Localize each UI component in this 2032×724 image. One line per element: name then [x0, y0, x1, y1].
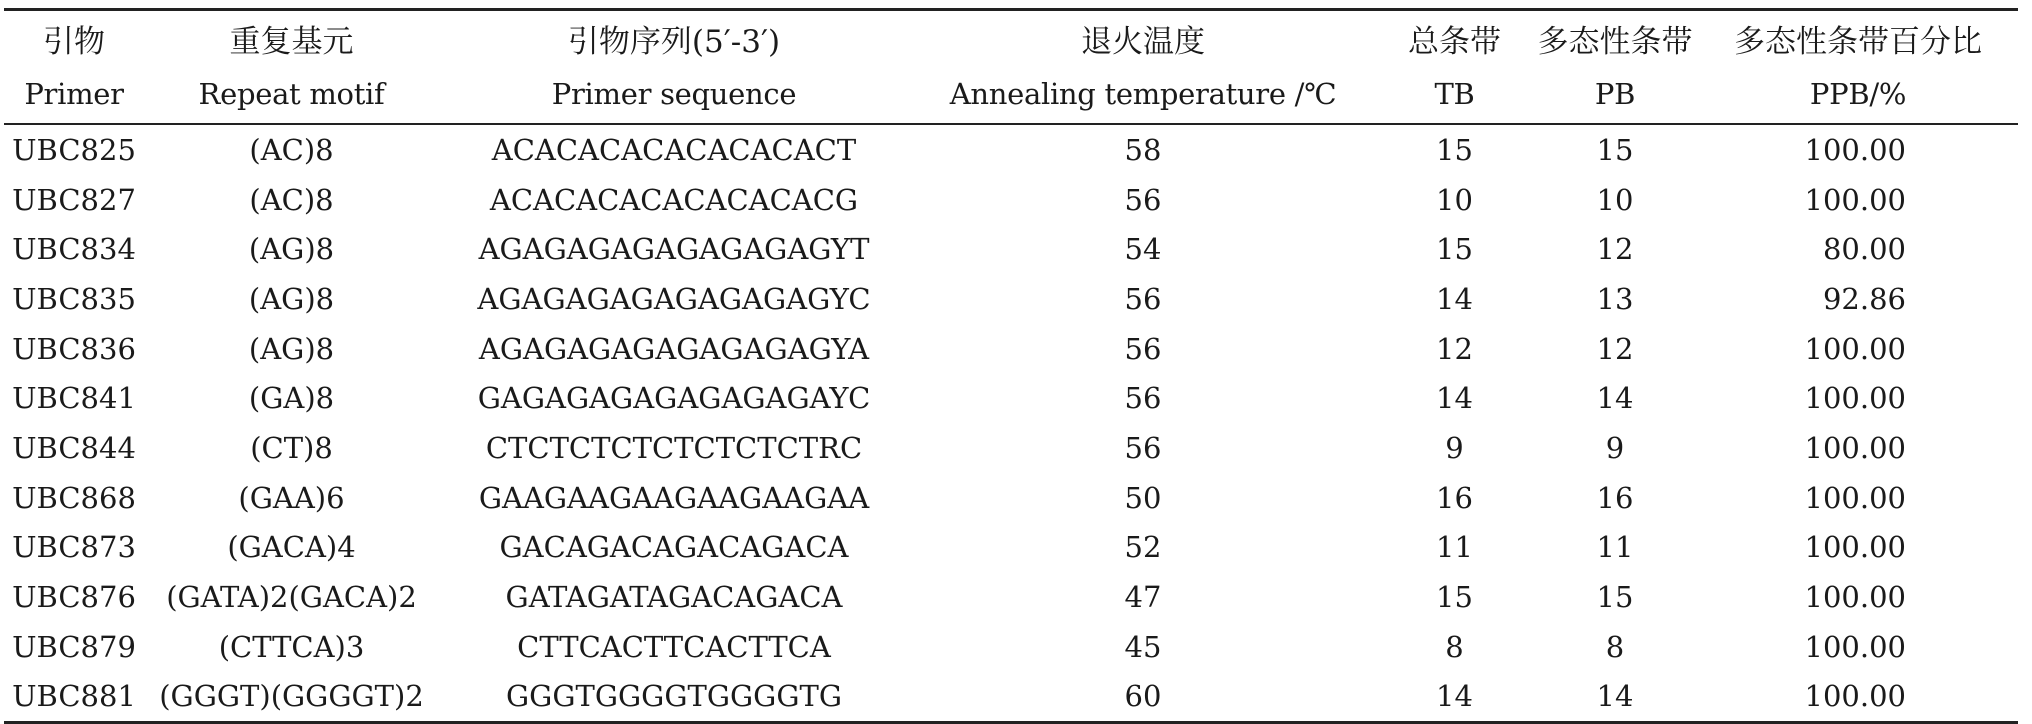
annealing-temperature-cell: 56 — [1124, 430, 1162, 465]
polymorphic-bands-cell: 12 — [1596, 331, 1634, 366]
header-sequence-en: Primer sequence — [439, 65, 909, 124]
primer-cell: UBC835 — [12, 281, 136, 316]
annealing-temperature-cell: 47 — [1124, 580, 1162, 615]
header-temperature-zh: 退火温度 — [909, 10, 1377, 66]
primer-sequence-cell: AGAGAGAGAGAGAGAGYC — [477, 281, 871, 316]
annealing-temperature-cell: 45 — [1124, 629, 1162, 664]
polymorphic-bands-cell: 14 — [1596, 381, 1634, 416]
primer-sequence-cell: AGAGAGAGAGAGAGAGYT — [478, 232, 870, 267]
ppb-percent-cell: 100.00 — [1804, 530, 1906, 565]
primer-sequence-cell: CTTCACTTCACTTCA — [517, 629, 831, 664]
header-tb-en: TB — [1377, 65, 1532, 124]
annealing-temperature-cell: 50 — [1124, 480, 1162, 515]
polymorphic-bands-cell: 15 — [1596, 580, 1634, 615]
annealing-temperature-cell: 56 — [1124, 281, 1162, 316]
header-ppb-zh: 多态性条带百分比 — [1698, 10, 2018, 66]
repeat-motif-cell: (CT)8 — [250, 430, 333, 465]
total-bands-cell: 15 — [1436, 132, 1473, 167]
total-bands-cell: 11 — [1436, 530, 1473, 565]
table-row — [4, 622, 2018, 672]
polymorphic-bands-cell: 8 — [1605, 629, 1625, 664]
table-header — [4, 10, 2018, 125]
repeat-motif-cell: (AC)8 — [249, 182, 334, 217]
ppb-percent-cell: 100.00 — [1804, 381, 1906, 416]
polymorphic-bands-cell: 13 — [1596, 281, 1634, 316]
total-bands-cell: 8 — [1445, 629, 1464, 664]
primer-cell: UBC841 — [12, 381, 136, 416]
header-tb-zh: 总条带 — [1377, 10, 1532, 66]
repeat-motif-cell: (GA)8 — [248, 381, 335, 416]
header-row-chinese — [4, 10, 2018, 66]
repeat-motif-cell: (AG)8 — [248, 232, 335, 267]
table-row — [4, 523, 2018, 573]
annealing-temperature-cell: 56 — [1124, 331, 1162, 366]
header-sequence-zh: 引物序列(5′-3′) — [439, 10, 909, 66]
table-row — [4, 672, 2018, 723]
polymorphic-bands-cell: 16 — [1596, 480, 1634, 515]
polymorphic-bands-cell: 10 — [1596, 182, 1634, 217]
header-pb-zh: 多态性条带 — [1532, 10, 1698, 66]
ppb-percent-cell: 100.00 — [1804, 480, 1906, 515]
table-row — [4, 175, 2018, 225]
repeat-motif-cell: (AG)8 — [248, 331, 335, 366]
repeat-motif-cell: (AG)8 — [248, 281, 335, 316]
primer-cell: UBC879 — [12, 629, 136, 664]
polymorphic-bands-cell: 12 — [1596, 232, 1634, 267]
table-body — [4, 124, 2018, 723]
annealing-temperature-cell: 54 — [1124, 232, 1162, 267]
primer-cell: UBC868 — [12, 480, 136, 515]
total-bands-cell: 15 — [1436, 580, 1473, 615]
total-bands-cell: 14 — [1377, 672, 1532, 723]
annealing-temperature-cell: 60 — [909, 672, 1377, 723]
primer-sequence-cell: GACAGACAGACAGACA — [499, 530, 849, 565]
header-primer-zh: 引物 — [4, 10, 144, 66]
ppb-percent-cell: 80.00 — [1822, 232, 1906, 267]
table-row — [4, 324, 2018, 374]
polymorphic-bands-cell: 14 — [1532, 672, 1698, 723]
primer-sequence-cell: CTCTCTCTCTCTCTCTRC — [485, 430, 863, 465]
table-row — [4, 274, 2018, 324]
ppb-percent-cell: 92.86 — [1822, 281, 1906, 316]
ppb-percent-cell: 100.00 — [1804, 182, 1906, 217]
ppb-percent-cell: 100.00 — [1698, 672, 2018, 723]
primer-cell: UBC825 — [12, 132, 136, 167]
primer-sequence-cell: GAAGAAGAAGAAGAAGAA — [478, 480, 870, 515]
header-motif-en: Repeat motif — [144, 65, 439, 124]
header-motif-zh: 重复基元 — [144, 10, 439, 66]
primer-table-container — [4, 8, 2018, 724]
primer-sequence-cell: GAGAGAGAGAGAGAGAYC — [477, 381, 871, 416]
total-bands-cell: 16 — [1436, 480, 1473, 515]
primer-sequence-cell: GATAGATAGACAGACA — [505, 580, 843, 615]
primer-cell: UBC881 — [4, 672, 144, 723]
table-row — [4, 124, 2018, 175]
table-row — [4, 373, 2018, 423]
polymorphic-bands-cell: 11 — [1596, 530, 1634, 565]
primer-sequence-cell: GGGTGGGGTGGGGTG — [439, 672, 909, 723]
repeat-motif-cell: (GAA)6 — [238, 480, 345, 515]
header-row-english — [4, 65, 2018, 124]
primer-table — [4, 8, 2018, 724]
table-row — [4, 423, 2018, 473]
total-bands-cell: 14 — [1436, 281, 1473, 316]
ppb-percent-cell: 100.00 — [1804, 331, 1906, 366]
primer-cell: UBC844 — [12, 430, 136, 465]
total-bands-cell: 15 — [1436, 232, 1473, 267]
ppb-percent-cell: 100.00 — [1804, 430, 1906, 465]
total-bands-cell: 10 — [1436, 182, 1473, 217]
repeat-motif-cell: (GATA)2(GACA)2 — [166, 580, 417, 615]
table-row — [4, 473, 2018, 523]
primer-sequence-cell: AGAGAGAGAGAGAGAGYA — [478, 331, 870, 366]
table-row — [4, 572, 2018, 622]
repeat-motif-cell: (GACA)4 — [227, 530, 356, 565]
repeat-motif-cell: (AC)8 — [249, 132, 334, 167]
repeat-motif-cell: (CTTCA)3 — [218, 629, 365, 664]
annealing-temperature-cell: 58 — [1124, 132, 1162, 167]
ppb-percent-cell: 100.00 — [1804, 132, 1906, 167]
header-primer-en: Primer — [4, 65, 144, 124]
polymorphic-bands-cell: 15 — [1596, 132, 1634, 167]
primer-sequence-cell: ACACACACACACACACG — [489, 182, 859, 217]
primer-cell: UBC834 — [12, 232, 136, 267]
annealing-temperature-cell: 56 — [1124, 182, 1162, 217]
primer-sequence-cell: ACACACACACACACACT — [491, 132, 857, 167]
annealing-temperature-cell: 52 — [1124, 530, 1162, 565]
primer-cell: UBC827 — [12, 182, 136, 217]
header-temperature-en: Annealing temperature /℃ — [909, 65, 1377, 124]
ppb-percent-cell: 100.00 — [1804, 580, 1906, 615]
polymorphic-bands-cell: 9 — [1605, 430, 1625, 465]
primer-cell: UBC873 — [12, 530, 136, 565]
header-ppb-en: PPB/% — [1698, 65, 2018, 124]
primer-cell: UBC836 — [12, 331, 136, 366]
primer-cell: UBC876 — [12, 580, 136, 615]
total-bands-cell: 14 — [1436, 381, 1473, 416]
repeat-motif-cell: (GGGT)(GGGGT)2 — [144, 672, 439, 723]
ppb-percent-cell: 100.00 — [1804, 629, 1906, 664]
annealing-temperature-cell: 56 — [1124, 381, 1162, 416]
total-bands-cell: 9 — [1445, 430, 1464, 465]
table-row — [4, 224, 2018, 274]
header-pb-en: PB — [1532, 65, 1698, 124]
total-bands-cell: 12 — [1436, 331, 1473, 366]
